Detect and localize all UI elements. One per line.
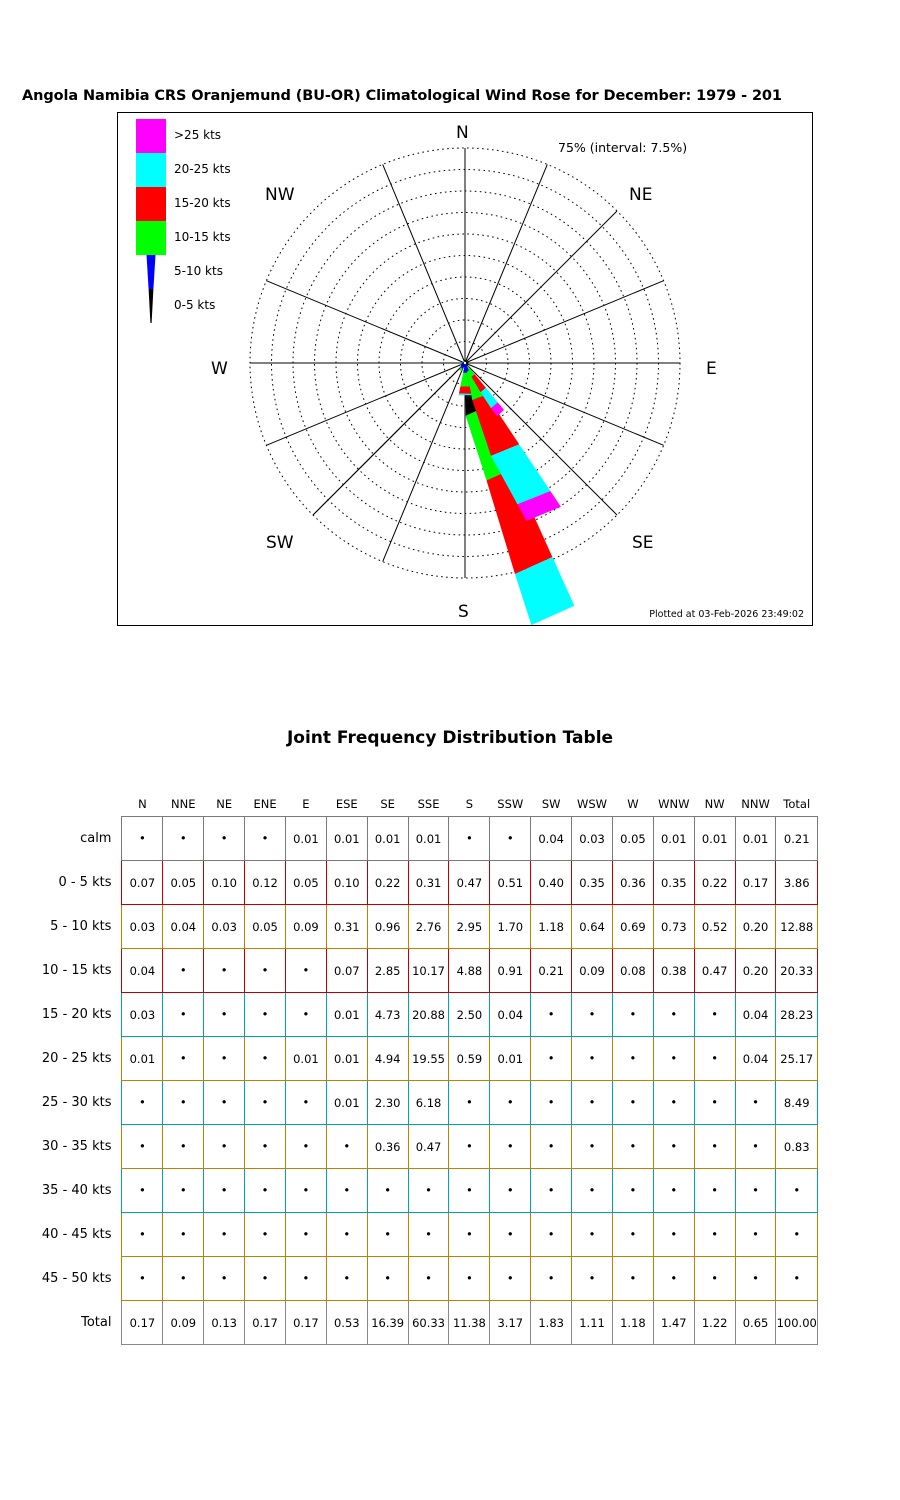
table-cell: 0.20 xyxy=(735,905,776,949)
table-cell: 0.01 xyxy=(490,1037,531,1081)
table-cell: 4.94 xyxy=(367,1037,408,1081)
table-cell: • xyxy=(653,1037,694,1081)
table-cell: 0.20 xyxy=(735,949,776,993)
table-cell: • xyxy=(245,1169,286,1213)
rose-label-w: W xyxy=(211,359,228,379)
table-cell: • xyxy=(531,993,572,1037)
table-cell: 0.53 xyxy=(326,1301,367,1345)
table-cell: • xyxy=(204,817,245,861)
table-cell: 19.55 xyxy=(408,1037,449,1081)
table-cell: 28.23 xyxy=(776,993,818,1037)
row-header: 45 - 50 kts xyxy=(41,1271,112,1286)
table-cell: 3.17 xyxy=(490,1301,531,1345)
table-cell: • xyxy=(694,1081,735,1125)
table-cell: • xyxy=(612,1081,653,1125)
table-cell: • xyxy=(572,993,613,1037)
table-cell: • xyxy=(245,949,286,993)
table-cell: 0.35 xyxy=(572,861,613,905)
table-cell: • xyxy=(449,1125,490,1169)
col-header-ese: ESE xyxy=(335,797,358,811)
table-cell: • xyxy=(122,817,163,861)
joint-frequency-table xyxy=(18,792,818,1345)
table-cell: 0.36 xyxy=(367,1125,408,1169)
table-row xyxy=(18,817,818,861)
col-header-wnw: WNW xyxy=(658,797,690,811)
table-row xyxy=(18,1257,818,1301)
plot-timestamp: Plotted at 03-Feb-2026 23:49:02 xyxy=(649,609,804,620)
table-cell: • xyxy=(326,1169,367,1213)
table-cell: 0.17 xyxy=(735,861,776,905)
table-cell: • xyxy=(449,1169,490,1213)
table-cell: • xyxy=(245,1081,286,1125)
row-header: 40 - 45 kts xyxy=(41,1227,112,1242)
table-cell: 2.50 xyxy=(449,993,490,1037)
table-cell: 1.83 xyxy=(531,1301,572,1345)
table-cell: • xyxy=(572,1213,613,1257)
col-header-nnw: NNW xyxy=(741,797,770,811)
table-cell: • xyxy=(367,1257,408,1301)
table-cell: 0.04 xyxy=(163,905,204,949)
table-cell: • xyxy=(653,1125,694,1169)
col-header-ssw: SSW xyxy=(497,797,524,811)
table-cell: • xyxy=(245,1125,286,1169)
table-cell: • xyxy=(449,1213,490,1257)
col-header-e: E xyxy=(302,797,310,811)
table-cell: 0.36 xyxy=(612,861,653,905)
table-cell: • xyxy=(694,1257,735,1301)
table-cell: • xyxy=(694,1169,735,1213)
rose-label-sw: SW xyxy=(266,533,294,553)
table-cell: 0.13 xyxy=(204,1301,245,1345)
table-cell: 0.03 xyxy=(204,905,245,949)
rose-label-ne: NE xyxy=(629,185,653,205)
table-body xyxy=(18,817,818,1345)
table-cell: 0.31 xyxy=(408,861,449,905)
table-cell: • xyxy=(449,1081,490,1125)
table-cell: • xyxy=(653,1213,694,1257)
table-cell: 0.01 xyxy=(694,817,735,861)
row-header: 35 - 40 kts xyxy=(41,1183,112,1198)
table-cell: 1.18 xyxy=(612,1301,653,1345)
table-cell: 2.95 xyxy=(449,905,490,949)
table-cell: 1.70 xyxy=(490,905,531,949)
legend-row xyxy=(126,221,286,255)
table-cell: • xyxy=(531,1257,572,1301)
table-cell: 0.04 xyxy=(735,1037,776,1081)
table-cell: • xyxy=(122,1169,163,1213)
table-cell: 2.30 xyxy=(367,1081,408,1125)
speed-legend xyxy=(126,119,286,323)
table-cell: 0.17 xyxy=(245,1301,286,1345)
table-cell: 0.05 xyxy=(163,861,204,905)
table-cell: • xyxy=(122,1081,163,1125)
table-cell: • xyxy=(531,1213,572,1257)
table-cell: • xyxy=(653,993,694,1037)
table-cell: 0.31 xyxy=(326,905,367,949)
table-cell: • xyxy=(326,1257,367,1301)
table-header xyxy=(18,792,818,817)
rose-label-s: S xyxy=(458,602,469,622)
legend-label-20-25: 20-25 kts xyxy=(174,162,231,176)
table-cell: • xyxy=(163,1169,204,1213)
table-cell: • xyxy=(408,1169,449,1213)
legend-swatch-15-20 xyxy=(136,187,166,221)
table-cell: 0.17 xyxy=(285,1301,326,1345)
col-header-nne: NNE xyxy=(171,797,196,811)
table-cell: 1.18 xyxy=(531,905,572,949)
legend-swatch-5-10 xyxy=(136,255,166,289)
table-cell: 0.38 xyxy=(653,949,694,993)
table-cell: • xyxy=(408,1257,449,1301)
table-cell: 0.05 xyxy=(245,905,286,949)
table-cell: 0.04 xyxy=(531,817,572,861)
legend-label-gt25: >25 kts xyxy=(174,128,222,142)
legend-row xyxy=(126,289,286,323)
table-cell: 0.03 xyxy=(122,993,163,1037)
table-cell: • xyxy=(735,1081,776,1125)
table-cell: 0.01 xyxy=(367,817,408,861)
table-cell: • xyxy=(490,1213,531,1257)
rose-label-nw: NW xyxy=(265,185,295,205)
table-cell: • xyxy=(367,1169,408,1213)
table-cell: • xyxy=(245,1037,286,1081)
table-cell: 25.17 xyxy=(776,1037,818,1081)
rose-label-e: E xyxy=(706,359,717,379)
table-cell: 0.73 xyxy=(653,905,694,949)
table-cell: 0.47 xyxy=(449,861,490,905)
table-cell: • xyxy=(204,1257,245,1301)
table-title: Joint Frequency Distribution Table xyxy=(286,728,614,748)
legend-label-10-15: 10-15 kts xyxy=(174,230,231,244)
table-cell: 0.04 xyxy=(735,993,776,1037)
table-cell: 6.18 xyxy=(408,1081,449,1125)
table-cell: • xyxy=(653,1257,694,1301)
table-cell: • xyxy=(285,949,326,993)
table-cell: • xyxy=(612,1257,653,1301)
table-cell: • xyxy=(245,1257,286,1301)
table-cell: 0.17 xyxy=(122,1301,163,1345)
table-cell: 0.83 xyxy=(776,1125,818,1169)
table-cell: 10.17 xyxy=(408,949,449,993)
table-row xyxy=(18,1169,818,1213)
table-cell: 0.21 xyxy=(531,949,572,993)
table-cell: 1.47 xyxy=(653,1301,694,1345)
table-cell: • xyxy=(285,1125,326,1169)
table-cell: 20.33 xyxy=(776,949,818,993)
row-header: 15 - 20 kts xyxy=(41,1007,112,1022)
legend-label-15-20: 15-20 kts xyxy=(174,196,231,210)
table-cell: • xyxy=(694,1125,735,1169)
legend-swatch-20-25 xyxy=(136,153,166,187)
table-cell: • xyxy=(204,1213,245,1257)
table-cell: • xyxy=(776,1213,818,1257)
table-cell: 0.04 xyxy=(122,949,163,993)
col-header-nw: NW xyxy=(704,797,725,811)
table-cell: • xyxy=(285,1257,326,1301)
table-cell: • xyxy=(531,1037,572,1081)
table-row xyxy=(18,1301,818,1345)
page-title: Angola Namibia CRS Oranjemund (BU-OR) Climatological Wind Rose for December: 1979 - 201 xyxy=(22,88,782,104)
row-header: 0 - 5 kts xyxy=(58,875,112,890)
table-cell: 0.35 xyxy=(653,861,694,905)
table-row xyxy=(18,905,818,949)
table-cell: 0.05 xyxy=(285,861,326,905)
table-cell: • xyxy=(163,949,204,993)
col-header-wsw: WSW xyxy=(577,797,608,811)
radial-scale-note: 75% (interval: 7.5%) xyxy=(558,140,688,155)
table-cell: • xyxy=(449,817,490,861)
table-cell: 100.00 xyxy=(776,1301,818,1345)
table-cell: 0.01 xyxy=(122,1037,163,1081)
table-cell: • xyxy=(490,817,531,861)
legend-row xyxy=(126,255,286,289)
table-cell: • xyxy=(122,1125,163,1169)
col-header-ene: ENE xyxy=(253,797,277,811)
table-cell: 0.22 xyxy=(367,861,408,905)
table-cell: 0.01 xyxy=(285,1037,326,1081)
table-cell: 0.08 xyxy=(612,949,653,993)
table-cell: • xyxy=(245,817,286,861)
legend-swatch-0-5 xyxy=(136,289,166,323)
row-header: 5 - 10 kts xyxy=(50,919,112,934)
table-cell: • xyxy=(653,1081,694,1125)
table-cell: 8.49 xyxy=(776,1081,818,1125)
table-cell: • xyxy=(245,993,286,1037)
table-cell: 3.86 xyxy=(776,861,818,905)
table-cell: • xyxy=(204,993,245,1037)
table-row xyxy=(18,1125,818,1169)
table-cell: • xyxy=(490,1257,531,1301)
row-header: 10 - 15 kts xyxy=(41,963,112,978)
table-cell: 0.01 xyxy=(735,817,776,861)
corner-cell xyxy=(18,792,122,817)
table-cell: 0.21 xyxy=(776,817,818,861)
table-cell: • xyxy=(449,1257,490,1301)
table-cell: • xyxy=(163,1037,204,1081)
table-cell: • xyxy=(163,1125,204,1169)
table-cell: 0.51 xyxy=(490,861,531,905)
col-header-w: W xyxy=(627,797,639,811)
table-cell: • xyxy=(367,1213,408,1257)
legend-row xyxy=(126,187,286,221)
table-cell: • xyxy=(776,1169,818,1213)
table-cell: • xyxy=(572,1257,613,1301)
table-cell: • xyxy=(572,1037,613,1081)
table-cell: 16.39 xyxy=(367,1301,408,1345)
rose-label-se: SE xyxy=(632,533,654,553)
table-cell: 1.11 xyxy=(572,1301,613,1345)
table-cell: 0.01 xyxy=(326,1081,367,1125)
table-cell: • xyxy=(531,1081,572,1125)
table-cell: • xyxy=(694,1213,735,1257)
table-cell: 0.05 xyxy=(612,817,653,861)
table-cell: • xyxy=(163,1081,204,1125)
table-cell: 0.91 xyxy=(490,949,531,993)
table-cell: • xyxy=(285,1169,326,1213)
table-cell: • xyxy=(735,1125,776,1169)
rose-label-n: N xyxy=(456,123,469,143)
table-cell: • xyxy=(204,1169,245,1213)
table-cell: 0.09 xyxy=(572,949,613,993)
table-row xyxy=(18,1213,818,1257)
table-cell: 60.33 xyxy=(408,1301,449,1345)
table-cell: 4.88 xyxy=(449,949,490,993)
table-cell: 0.01 xyxy=(326,1037,367,1081)
table-cell: • xyxy=(204,1081,245,1125)
table-cell: 0.59 xyxy=(449,1037,490,1081)
table-cell: • xyxy=(612,1213,653,1257)
table-cell: • xyxy=(531,1125,572,1169)
table-cell: • xyxy=(163,1257,204,1301)
table-cell: 0.07 xyxy=(122,861,163,905)
col-header-total: Total xyxy=(783,797,811,811)
table-cell: 20.88 xyxy=(408,993,449,1037)
table-cell: • xyxy=(490,1169,531,1213)
table-cell: • xyxy=(735,1213,776,1257)
table-cell: • xyxy=(653,1169,694,1213)
table-cell: • xyxy=(285,1213,326,1257)
table-cell: • xyxy=(612,993,653,1037)
table-cell: • xyxy=(163,817,204,861)
table-cell: • xyxy=(490,1081,531,1125)
table-cell: • xyxy=(694,993,735,1037)
table-cell: 0.09 xyxy=(285,905,326,949)
table-header-row xyxy=(18,792,818,817)
table-cell: • xyxy=(612,1169,653,1213)
table-cell: 0.10 xyxy=(204,861,245,905)
table-cell: 0.12 xyxy=(245,861,286,905)
table-cell: 1.22 xyxy=(694,1301,735,1345)
table-cell: • xyxy=(694,1037,735,1081)
table-cell: 0.01 xyxy=(326,817,367,861)
row-header: 30 - 35 kts xyxy=(41,1139,112,1154)
table-cell: 0.22 xyxy=(694,861,735,905)
table-cell: 0.47 xyxy=(694,949,735,993)
table-cell: • xyxy=(572,1125,613,1169)
table-cell: • xyxy=(612,1125,653,1169)
table-cell: • xyxy=(122,1257,163,1301)
table-cell: • xyxy=(326,1125,367,1169)
table-cell: • xyxy=(735,1257,776,1301)
table-cell: 2.76 xyxy=(408,905,449,949)
table-cell: • xyxy=(163,993,204,1037)
col-header-se: SE xyxy=(380,797,395,811)
table-row xyxy=(18,1081,818,1125)
row-header: Total xyxy=(81,1315,112,1330)
row-header: 20 - 25 kts xyxy=(41,1051,112,1066)
table-cell: 0.03 xyxy=(122,905,163,949)
table-cell: 11.38 xyxy=(449,1301,490,1345)
table-cell: 0.64 xyxy=(572,905,613,949)
table-cell: • xyxy=(612,1037,653,1081)
legend-row xyxy=(126,119,286,153)
row-header: calm xyxy=(80,831,112,846)
table-cell: 4.73 xyxy=(367,993,408,1037)
table-cell: • xyxy=(204,1037,245,1081)
table-row xyxy=(18,993,818,1037)
col-header-sse: SSE xyxy=(417,797,440,811)
table-cell: 0.40 xyxy=(531,861,572,905)
table-cell: 0.52 xyxy=(694,905,735,949)
col-header-s: S xyxy=(465,797,474,811)
table-cell: • xyxy=(204,949,245,993)
table-cell: 0.96 xyxy=(367,905,408,949)
table-cell: • xyxy=(245,1213,286,1257)
table-cell: 0.09 xyxy=(163,1301,204,1345)
table-cell: 0.01 xyxy=(285,817,326,861)
col-header-ne: NE xyxy=(216,797,233,811)
row-header: 25 - 30 kts xyxy=(41,1095,112,1110)
wind-rose-panel xyxy=(117,112,813,626)
table-cell: • xyxy=(408,1213,449,1257)
table-cell: • xyxy=(122,1213,163,1257)
table-row xyxy=(18,949,818,993)
joint-frequency-table-wrapper xyxy=(18,792,882,1345)
table-cell: 0.47 xyxy=(408,1125,449,1169)
table-cell: 0.04 xyxy=(490,993,531,1037)
table-cell: • xyxy=(163,1213,204,1257)
table-cell: • xyxy=(776,1257,818,1301)
table-row xyxy=(18,861,818,905)
legend-label-0-5: 0-5 kts xyxy=(174,298,216,312)
table-cell: • xyxy=(490,1125,531,1169)
table-cell: 0.01 xyxy=(653,817,694,861)
table-cell: 12.88 xyxy=(776,905,818,949)
table-cell: • xyxy=(285,1081,326,1125)
col-header-sw: SW xyxy=(541,797,561,811)
table-cell: • xyxy=(735,1169,776,1213)
table-cell: 0.07 xyxy=(326,949,367,993)
table-cell: 0.03 xyxy=(572,817,613,861)
table-row xyxy=(18,1037,818,1081)
table-cell: 0.01 xyxy=(408,817,449,861)
table-cell: 0.69 xyxy=(612,905,653,949)
table-cell: • xyxy=(285,993,326,1037)
col-header-n: N xyxy=(138,797,147,811)
table-cell: • xyxy=(531,1169,572,1213)
table-cell: • xyxy=(204,1125,245,1169)
legend-label-5-10: 5-10 kts xyxy=(174,264,223,278)
table-cell: • xyxy=(572,1169,613,1213)
table-cell: 0.65 xyxy=(735,1301,776,1345)
table-cell: 2.85 xyxy=(367,949,408,993)
table-cell: • xyxy=(572,1081,613,1125)
legend-swatch-gt25 xyxy=(136,119,166,153)
table-cell: 0.01 xyxy=(326,993,367,1037)
legend-row xyxy=(126,153,286,187)
legend-swatch-10-15 xyxy=(136,221,166,255)
table-cell: 0.10 xyxy=(326,861,367,905)
table-cell: • xyxy=(326,1213,367,1257)
